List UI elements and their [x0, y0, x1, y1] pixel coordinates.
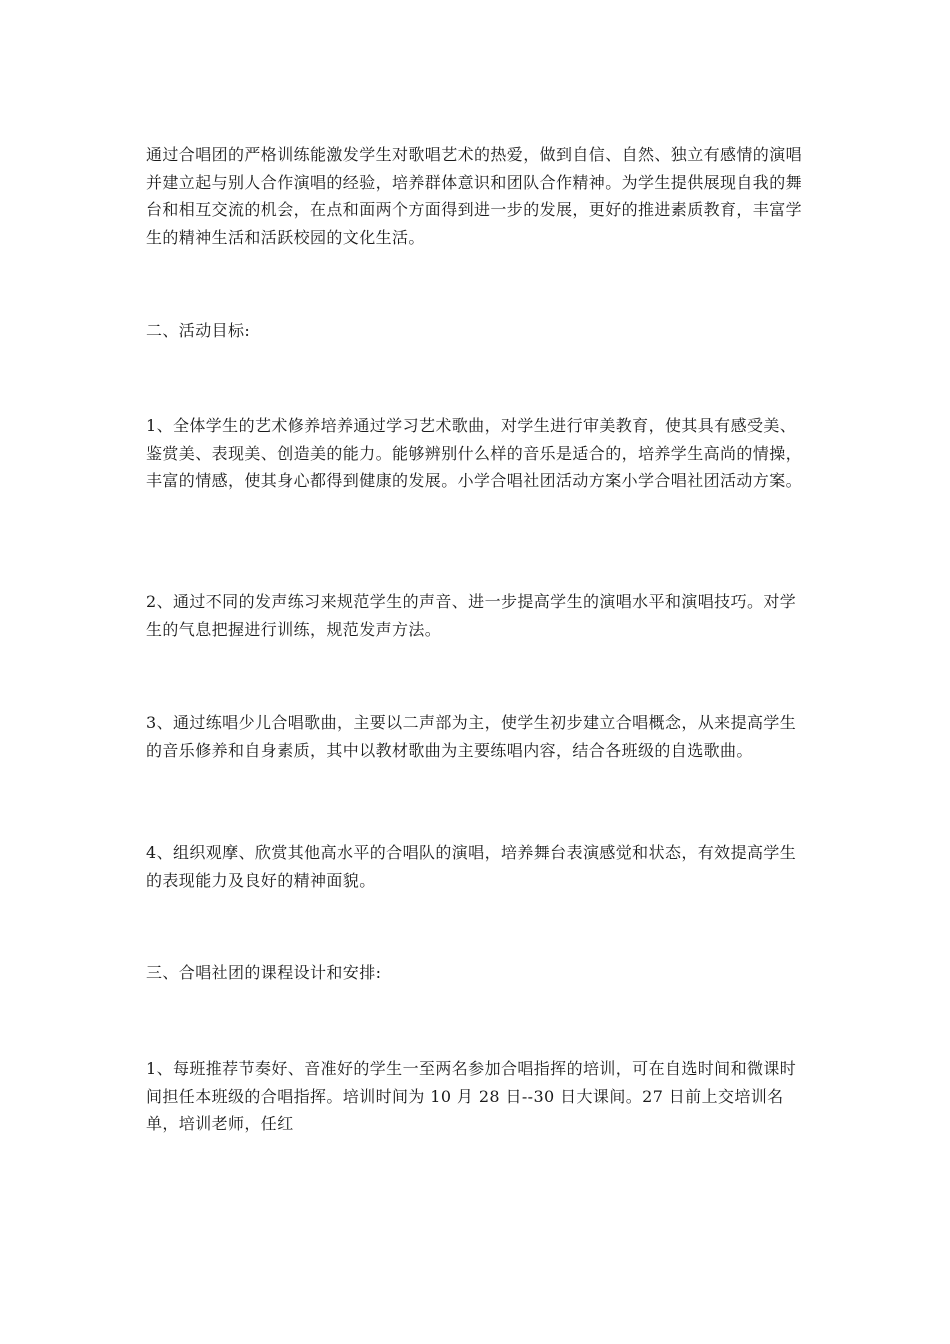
- goal-item-2: 2、通过不同的发声练习来规范学生的声音、进一步提高学生的演唱水平和演唱技巧。对学生的气息把握进行训练，规范发声方法。: [146, 592, 797, 639]
- section-heading-course-design: 三、合唱社团的课程设计和安排:: [146, 963, 382, 982]
- goal-item-4: 4、组织观摩、欣赏其他高水平的合唱队的演唱，培养舞台表演感觉和状态，有效提高学生的表现能力及良好的精神面貌。: [146, 843, 797, 890]
- goal-item-1: 1、全体学生的艺术修养培养通过学习艺术歌曲，对学生进行审美教育，使其具有感受美、鉴赏美、表现美、创造美的能力。能够辨别什么样的音乐是适合的，培养学生高尚的情操，丰富的情感，使其身心都得到健康的发展。小学合唱社团活动方案小学合唱社团活动方案。: [146, 416, 803, 490]
- goal-item-3: 3、通过练唱少儿合唱歌曲，主要以二声部为主，使学生初步建立合唱概念，从来提高学生的音乐修养和自身素质，其中以教材歌曲为主要练唱内容，结合各班级的自选歌曲。: [146, 713, 797, 760]
- course-item-1: 1、每班推荐节奏好、音准好的学生一至两名参加合唱指挥的培训，可在自选时间和微课时间担任本班级的合唱指挥。培训时间为 10 月 28 日--30 日大课间。27 日前上交培训名单，培训老师，任红: [146, 1059, 797, 1133]
- section-heading-activity-goals: 二、活动目标:: [146, 321, 251, 340]
- intro-paragraph: 通过合唱团的严格训练能激发学生对歌唱艺术的热爱，做到自信、自然、独立有感情的演唱并建立起与别人合作演唱的经验，培养群体意识和团队合作精神。为学生提供展现自我的舞台和相互交流的机会，在点和面两个方面得到进一步的发展，更好的推进素质教育，丰富学生的精神生活和活跃校园的文化生活。: [146, 145, 803, 247]
